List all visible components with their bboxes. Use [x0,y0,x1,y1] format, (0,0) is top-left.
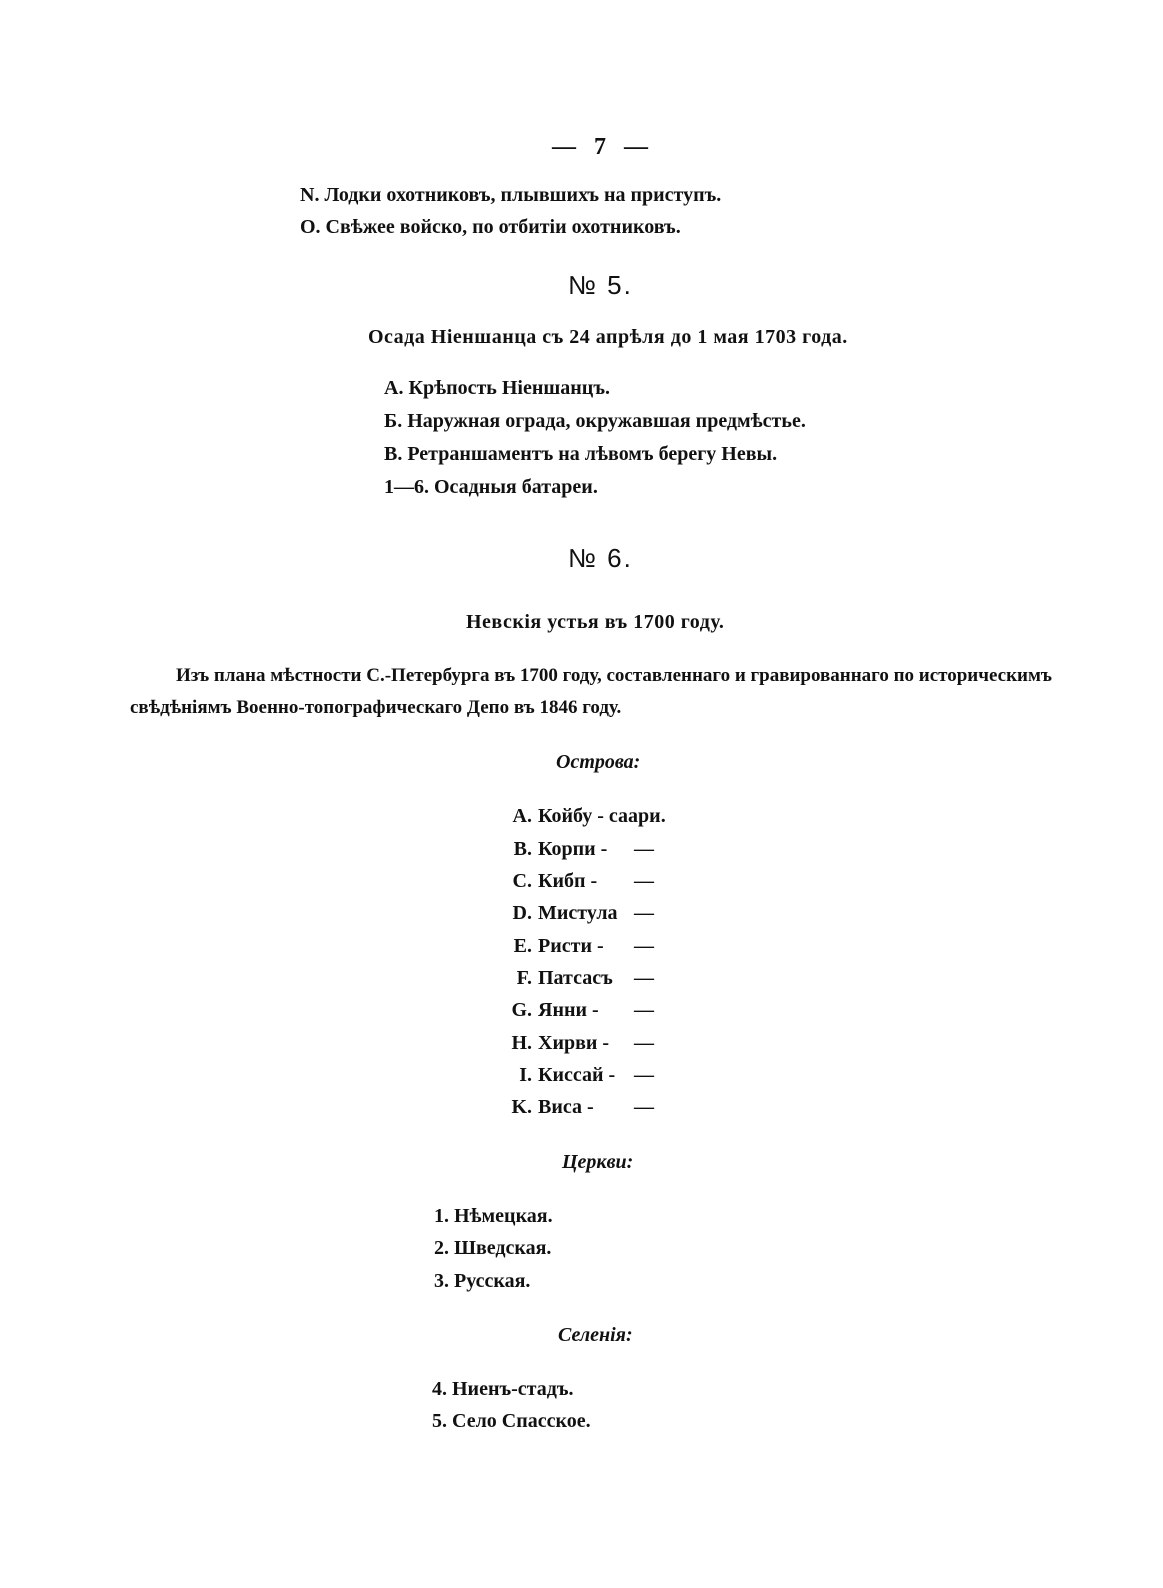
section-5-item: Б. Наружная ограда, окружавшая предмѣстье. [384,410,806,432]
ditto-dash: — [634,870,654,892]
ditto-dash: — [634,967,654,989]
island-letter: A. [512,805,532,827]
villages-heading: Селенія: [558,1324,633,1346]
list-item [504,999,654,1022]
ditto-dash: — [634,1032,654,1054]
island-letter: H. [511,1032,532,1054]
section-6-title: Невскія устья въ 1700 году. [466,611,725,633]
island-letter: I. [519,1064,532,1086]
list-item [504,1064,654,1087]
list-item [504,1032,654,1055]
ditto-dash: — [634,1096,654,1118]
island-letter: K. [511,1096,532,1118]
island-name: Хирви - [538,1032,610,1054]
island-name: Корпи - [538,838,608,860]
island-name: Янни - [538,999,599,1021]
list-item [504,805,666,828]
list-item [504,902,654,925]
page-number: — 7 — [552,134,654,160]
legend-item-n: N. Лодки охотниковъ, плывшихъ на приступъ. [300,184,722,206]
list-item [504,1096,654,1119]
section-5-item: А. Крѣпость Ніеншанцъ. [384,377,610,399]
island-name: Патсасъ [538,967,613,989]
islands-heading: Острова: [556,751,641,773]
church-item: 1. Нѣмецкая. [434,1205,553,1227]
section-6-number: № 6. [568,543,633,573]
ditto-dash: — [634,999,654,1021]
ditto-dash: — [634,1064,654,1086]
island-letter: C. [512,870,532,892]
island-name: Ристи - [538,935,604,957]
island-letter: F. [516,967,532,989]
ditto-dash: — [634,902,654,924]
section-5-title: Осада Ніеншанца съ 24 апрѣля до 1 мая 1703 года. [368,326,848,348]
section-5-item: В. Ретраншаментъ на лѣвомъ берегу Невы. [384,443,778,465]
island-name: Виса - [538,1096,594,1118]
village-item: 4. Ниенъ-стадъ. [432,1378,574,1400]
island-letter: G. [511,999,532,1021]
church-item: 3. Русская. [434,1270,531,1292]
list-item [504,935,654,958]
ditto-dash: — [634,838,654,860]
list-item [504,870,654,893]
village-item: 5. Село Спасское. [432,1410,591,1432]
island-name: Киссай - [538,1064,616,1086]
church-item: 2. Шведская. [434,1237,552,1259]
ditto-dash: — [634,935,654,957]
island-letter: E. [513,935,532,957]
section-5-number: № 5. [568,270,633,300]
legend-item-o: О. Свѣжее войско, по отбитіи охотниковъ. [300,216,681,238]
churches-heading: Церкви: [562,1151,634,1173]
section-6-paragraph-line-2: свѣдѣніямъ Военно-топографическаго Депо въ 1846 году. [130,697,622,718]
island-name: Мистула [538,902,618,924]
list-item [504,838,654,861]
island-letter: D. [512,902,532,924]
island-letter: B. [513,838,532,860]
section-6-paragraph-line-1: Изъ плана мѣстности С.-Петербурга въ 1700 году, составленнаго и гравированнаго по историческимъ [176,665,1052,686]
island-name: Койбу - саари. [538,805,666,827]
island-name: Кибп - [538,870,598,892]
list-item [504,967,654,990]
section-5-item: 1—6. Осадныя батареи. [384,476,598,498]
